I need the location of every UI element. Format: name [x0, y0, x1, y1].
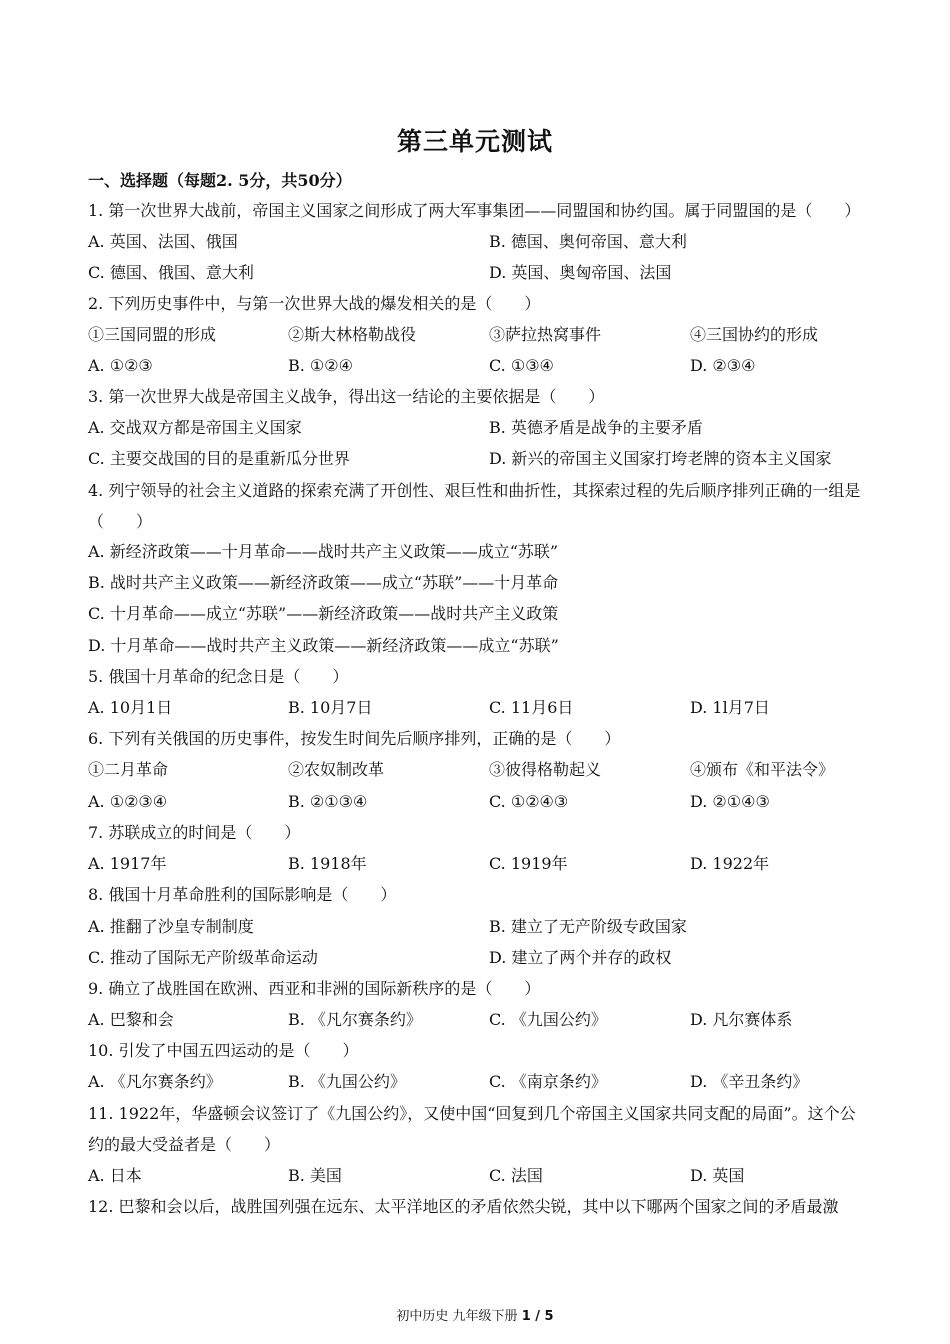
option-d: D. 《辛丑条约》	[690, 1072, 809, 1091]
statement-item: ①三国同盟的形成	[88, 325, 217, 344]
question-stem: 10. 引发了中国五四运动的是（ ）	[88, 1041, 359, 1060]
option-b: B. 10月7日	[288, 698, 373, 717]
option-b: B. 美国	[288, 1166, 342, 1185]
option-b: B. 英德矛盾是战争的主要矛盾	[489, 418, 703, 437]
option-b: B. 建立了无产阶级专政国家	[489, 917, 687, 936]
option-a: A. 10月1日	[88, 698, 173, 717]
option-a: A. 《凡尔赛条约》	[88, 1072, 222, 1091]
question-stem: 12. 巴黎和会以后，战胜国列强在远东、太平洋地区的矛盾依然尖锐，其中以下哪两个国家之间的矛盾最激	[88, 1197, 839, 1216]
option-a: A. 推翻了沙皇专制制度	[88, 917, 254, 936]
option-c: C. 1919年	[489, 854, 568, 873]
option-a: A. ①②③④	[88, 792, 168, 811]
option-b: B. ①②④	[288, 356, 353, 375]
question-stem: 8. 俄国十月革命胜利的国际影响是（ ）	[88, 885, 397, 904]
page-title: 第三单元测试	[396, 127, 553, 156]
option-d: D. 十月革命——战时共产主义政策——新经济政策——成立“苏联”	[88, 636, 559, 655]
page-footer	[0, 1305, 950, 1324]
option-c: C. 德国、俄国、意大利	[88, 263, 254, 282]
option-b: B. 《九国公约》	[288, 1072, 406, 1091]
option-c: C. 《南京条约》	[489, 1072, 607, 1091]
statement-item: ④颁布《和平法令》	[690, 760, 835, 779]
option-a: A. 新经济政策——十月革命——战时共产主义政策——成立“苏联”	[88, 542, 559, 561]
option-d: D. 1l月7日	[690, 698, 770, 717]
statement-item: ④三国协约的形成	[690, 325, 819, 344]
option-a: A. 巴黎和会	[88, 1010, 174, 1029]
option-a: A. 交战双方都是帝国主义国家	[88, 418, 302, 437]
option-b: B. 战时共产主义政策——新经济政策——成立“苏联”——十月革命	[88, 573, 559, 592]
option-c: C. 十月革命——成立“苏联”——新经济政策——战时共产主义政策	[88, 604, 559, 623]
question-stem: 6. 下列有关俄国的历史事件，按发生时间先后顺序排列，正确的是（ ）	[88, 729, 621, 748]
statement-item: ①二月革命	[88, 760, 169, 779]
option-b: B. ②①③④	[288, 792, 368, 811]
page-number: 1 / 5	[521, 1309, 554, 1324]
option-d: D. 英国	[690, 1166, 745, 1185]
option-d: D. ②③④	[690, 356, 756, 375]
question-stem: 2. 下列历史事件中，与第一次世界大战的爆发相关的是（ ）	[88, 294, 541, 313]
question-stem: 9. 确立了战胜国在欧洲、西亚和非洲的国际新秩序的是（ ）	[88, 979, 541, 998]
option-d: D. 凡尔赛体系	[690, 1010, 793, 1029]
option-c: C. 推动了国际无产阶级革命运动	[88, 948, 318, 967]
option-c: C. ①③④	[489, 356, 554, 375]
question-stem: 7. 苏联成立的时间是（ ）	[88, 823, 301, 842]
option-a: A. ①②③	[88, 356, 153, 375]
option-a: A. 英国、法国、俄国	[88, 232, 238, 251]
question-stem: 4. 列宁领导的社会主义道路的探索充满了开创性、艰巨性和曲折性，其探索过程的先后顺序排列正确的一组是（ ）	[88, 481, 861, 531]
section-heading: 一、选择题（每题2. 5分，共50分）	[88, 171, 352, 190]
option-c: C. 《九国公约》	[489, 1010, 607, 1029]
option-c: C. 主要交战国的目的是重新瓜分世界	[88, 449, 350, 468]
option-d: D. 新兴的帝国主义国家打垮老牌的资本主义国家	[489, 449, 832, 468]
option-c: C. 11月6日	[489, 698, 574, 717]
question-stem: 1. 第一次世界大战前，帝国主义国家之间形成了两大军事集团——同盟国和协约国。属于同盟国的是（ ）	[88, 201, 861, 220]
option-a: A. 1917年	[88, 854, 167, 873]
option-c: C. 法国	[489, 1166, 543, 1185]
question-stem: 5. 俄国十月革命的纪念日是（ ）	[88, 667, 349, 686]
statement-item: ②斯大林格勒战役	[288, 325, 417, 344]
statement-item: ②农奴制改革	[288, 760, 385, 779]
option-d: D. 英国、奥匈帝国、法国	[489, 263, 672, 282]
option-c: C. ①②④③	[489, 792, 569, 811]
question-stem: 3. 第一次世界大战是帝国主义战争，得出这一结论的主要依据是（ ）	[88, 387, 605, 406]
footer-text: 初中历史 九年级下册	[396, 1309, 522, 1324]
option-b: B. 德国、奥何帝国、意大利	[489, 232, 687, 251]
statement-item: ③彼得格勒起义	[489, 760, 602, 779]
option-d: D. 建立了两个并存的政权	[489, 948, 672, 967]
option-b: B. 《凡尔赛条约》	[288, 1010, 422, 1029]
option-d: D. ②①④③	[690, 792, 770, 811]
statement-item: ③萨拉热窝事件	[489, 325, 602, 344]
option-d: D. 1922年	[690, 854, 770, 873]
option-a: A. 日本	[88, 1166, 142, 1185]
question-stem: 11. 1922年，华盛顿会议签订了《九国公约》，又使中国“回复到几个帝国主义国家共同支配的局面”。这个公约的最大受益者是（ ）	[88, 1104, 856, 1154]
option-b: B. 1918年	[288, 854, 367, 873]
